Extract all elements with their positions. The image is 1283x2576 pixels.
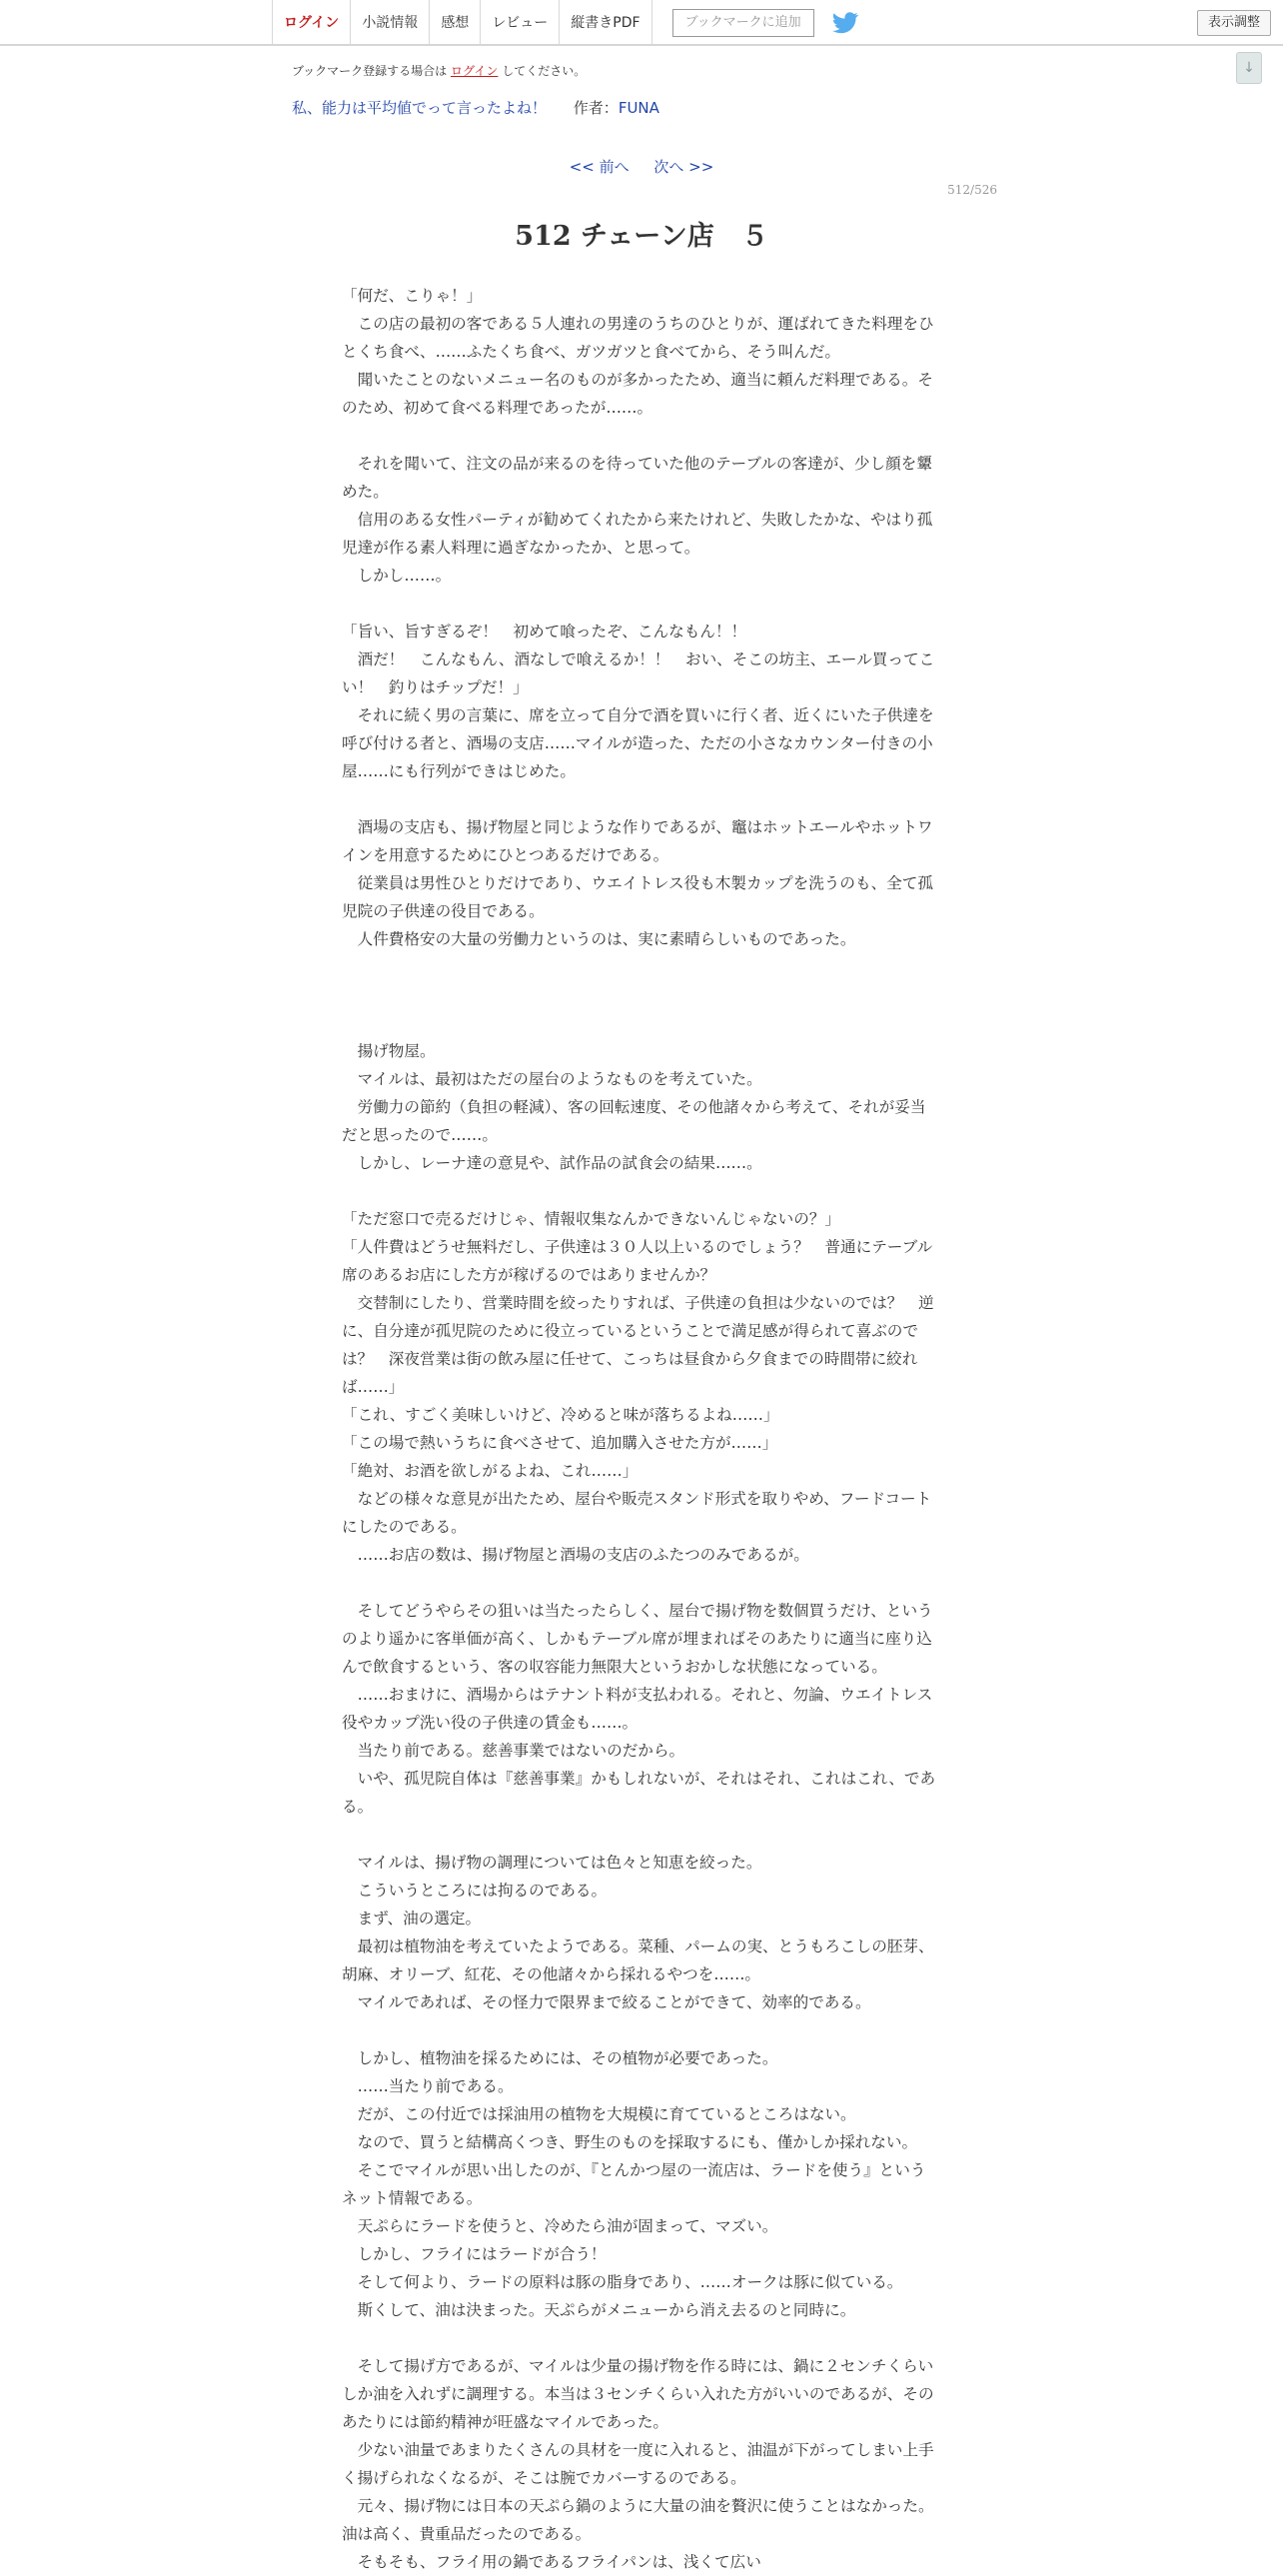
body-paragraph: しかし、フライにはラードが合う！ (342, 2245, 607, 2263)
body-paragraph: いや、孤児院自体は『慈善事業』かもしれないが、それはそれ、これはこれ、である。 (342, 1770, 936, 1816)
body-paragraph: 酒だ！ こんなもん、酒なしで喰えるか！！ おい、そこの坊主、エール買ってこい！ 釣りはチップだ！」 (342, 650, 935, 696)
body-paragraph: 揚げ物屋。 (342, 1042, 436, 1060)
author-link[interactable]: FUNA (618, 99, 659, 117)
impressions-link[interactable]: 感想 (429, 0, 480, 46)
body-paragraph: しかし、植物油を採るためには、その植物が必要であった。 (342, 2049, 778, 2067)
body-paragraph (342, 953, 937, 981)
body-paragraph (342, 1177, 937, 1205)
body-paragraph: 最初は植物油を考えていたようである。菜種、パームの実、とうもろこしの胚芽、胡麻、オリーブ、紅花、その他諸々から採れるやつを……。 (342, 1937, 934, 1983)
notice-login-link[interactable]: ログイン (451, 64, 499, 78)
twitter-icon[interactable] (832, 12, 858, 34)
body-paragraph: 酒場の支店も、揚げ物屋と同じような作りであるが、竈はホットエールやホットワインを用意するためにひとつあるだけである。 (342, 818, 933, 864)
author-label: 作者： (573, 99, 619, 117)
prev-chapter-link[interactable]: << 前へ (569, 158, 630, 176)
body-paragraph: 少ない油量であまりたくさんの具材を一度に入れると、油温が下がってしまい上手く揚げられなくなるが、そこは腕でカバーするのである。 (342, 2441, 934, 2487)
display-settings-button[interactable]: 表示調整 (1197, 10, 1271, 36)
chapter-pager (0, 156, 1283, 177)
body-paragraph: 当たり前である。慈善事業ではないのだから。 (342, 1742, 685, 1760)
body-paragraph: それを聞いて、注文の品が来るのを待っていた他のテーブルの客達が、少し顔を顰めた。 (342, 455, 932, 501)
body-paragraph (342, 2324, 937, 2352)
body-paragraph: 「これ、すごく美味しいけど、冷めると味が落ちるよね……」 (342, 1406, 779, 1424)
body-paragraph: 斯くして、油は決まった。天ぷらがメニューから消え去るのと同時に。 (342, 2301, 856, 2319)
body-paragraph: マイルであれば、その怪力で限界まで絞ることができて、効率的である。 (342, 1993, 871, 2011)
body-paragraph: 「ただ窓口で売るだけじゃ、情報収集なんかできないんじゃないの？」 (342, 1210, 841, 1228)
body-paragraph: 労働力の節約（負担の軽減）、客の回転速度、その他諸々から考えて、それが妥当だと思ったので……。 (342, 1098, 926, 1144)
body-paragraph: ……お店の数は、揚げ物屋と酒場の支店のふたつのみであるが。 (342, 1546, 809, 1564)
body-paragraph: それに続く男の言葉に、席を立って自分で酒を買いに行く者、近くにいた子供達を呼び付ける者と、酒場の支店……マイルが造った、ただの小さなカウンター付きの小屋……にも行列ができはじめた。 (342, 706, 934, 780)
body-paragraph (342, 590, 937, 618)
notice-text-before: ブックマーク登録する場合は (292, 64, 448, 78)
body-paragraph: 「旨い、旨すぎるぞ！ 初めて喰ったぞ、こんなもん！！ (342, 623, 747, 641)
body-paragraph (342, 785, 937, 813)
body-paragraph (342, 981, 937, 1009)
chapter-counter: 512/526 (947, 183, 997, 197)
global-nav (272, 0, 858, 46)
body-paragraph: そしてどうやらその狙いは当たったらしく、屋台で揚げ物を数個買うだけ、というのより遥かに客単価が高く、しかもテーブル席が埋まればそのあたりに適当に座り込んで飲食するという、客の収容能力無限大というおかしな状態になっている。 (342, 1602, 933, 1676)
vertical-pdf-link[interactable]: 縦書きPDF (559, 0, 651, 46)
body-paragraph: こういうところには拘るのである。 (342, 1882, 608, 1900)
body-paragraph: 元々、揚げ物には日本の天ぷら鍋のように大量の油を贅沢に使うことはなかった。油は高く、貴重品だったのである。 (342, 2497, 934, 2543)
body-paragraph: ……当たり前である。 (342, 2077, 514, 2095)
body-paragraph: マイルは、最初はただの屋台のようなものを考えていた。 (342, 1070, 762, 1088)
body-paragraph (342, 1569, 937, 1597)
body-paragraph: マイルは、揚げ物の調理については色々と知恵を絞った。 (342, 1854, 762, 1872)
body-paragraph: 「絶対、お酒を欲しがるよね、これ……」 (342, 1462, 639, 1480)
body-paragraph: しかし、レーナ達の意見や、試作品の試食会の結果……。 (342, 1154, 762, 1172)
chapter-body (342, 282, 937, 2576)
body-paragraph: そして揚げ方であるが、マイルは少量の揚げ物を作る時には、鍋に２センチくらいしか油を入れずに調理する。本当は３センチくらい入れた方がいいのであるが、そのあたりには節約精神が旺盛なマイルであった。 (342, 2357, 934, 2431)
top-nav-bar (0, 0, 1283, 46)
body-paragraph: しかし……。 (342, 567, 452, 585)
notice-text-after: してください。 (502, 64, 587, 78)
body-paragraph (342, 422, 937, 450)
body-paragraph: 聞いたことのないメニュー名のものが多かったため、適当に頼んだ料理である。そのため、初めて食べる料理であったが……。 (342, 371, 933, 417)
body-paragraph: ……おまけに、酒場からはテナント料が支払われる。それと、勿論、ウエイトレス役やカップ洗い役の子供達の賃金も……。 (342, 1686, 933, 1732)
body-paragraph: まず、油の選定。 (342, 1910, 482, 1928)
body-paragraph: 人件費格安の大量の労働力というのは、実に素晴らしいものであった。 (342, 930, 856, 948)
body-paragraph: そして何より、ラードの原料は豚の脂身であり、……オークは豚に似ている。 (342, 2273, 903, 2291)
body-paragraph: この店の最初の客である５人連れの男達のうちのひとりが、運ばれてきた料理をひとくち食べ、……ふたくち食べ、ガツガツと食べてから、そう叫んだ。 (342, 315, 934, 361)
bookmark-login-notice (292, 62, 586, 79)
body-paragraph: 「この場で熱いうちに食べさせて、追加購入させた方が……」 (342, 1434, 778, 1452)
novel-title-link[interactable]: 私、能力は平均値でって言ったよね！ (292, 99, 548, 117)
body-paragraph: そもそも、フライ用の鍋であるフライパンは、浅くて広い (342, 2553, 761, 2571)
body-paragraph: 「何だ、こりゃ！」 (342, 287, 483, 305)
add-bookmark-button[interactable]: ブックマークに追加 (672, 9, 814, 37)
body-paragraph: 天ぷらにラードを使うと、冷めたら油が固まって、マズい。 (342, 2217, 778, 2235)
next-chapter-link[interactable]: 次へ >> (653, 158, 714, 176)
body-paragraph: 信用のある女性パーティが勧めてくれたから来たけれど、失敗したかな、やはり孤児達が作る素人料理に過ぎなかったか、と思って。 (342, 511, 933, 557)
body-paragraph: だが、この付近では採油用の植物を大規模に育てているところはない。 (342, 2105, 856, 2123)
chapter-title: 512 チェーン店 ５ (515, 221, 768, 252)
novel-header (292, 97, 659, 118)
login-link[interactable]: ログイン (272, 0, 350, 46)
review-link[interactable]: レビュー (480, 0, 559, 46)
scroll-down-button[interactable]: ↓ (1236, 52, 1262, 84)
body-paragraph: 交替制にしたり、営業時間を絞ったりすれば、子供達の負担は少ないのでは？ 逆に、自分達が孤児院のために役立っているということで満足感が得られて喜ぶのでは？ 深夜営業は街の飲み屋に任せて、こっちは昼食から夕食までの時間帯に絞れば……」 (342, 1294, 934, 1396)
body-paragraph: 「人件費はどうせ無料だし、子供達は３０人以上いるのでしょう？ 普通にテーブル席のあるお店にした方が稼げるのではありませんか？ (342, 1238, 933, 1284)
body-paragraph: なので、買うと結構高くつき、野生のものを採取するにも、僅かしか採れない。 (342, 2133, 918, 2151)
body-paragraph: などの様々な意見が出たため、屋台や販売スタンド形式を取りやめ、フードコートにしたのである。 (342, 1490, 932, 1536)
novel-info-link[interactable]: 小説情報 (350, 0, 429, 46)
body-paragraph (342, 1009, 937, 1037)
body-paragraph: そこでマイルが思い出したのが、『とんかつ屋の一流店は、ラードを使う』というネット情報である。 (342, 2161, 926, 2207)
body-paragraph (342, 1821, 937, 1849)
body-paragraph: 従業員は男性ひとりだけであり、ウエイトレス役も木製カップを洗うのも、全て孤児院の子供達の役目である。 (342, 874, 933, 920)
body-paragraph (342, 2016, 937, 2044)
